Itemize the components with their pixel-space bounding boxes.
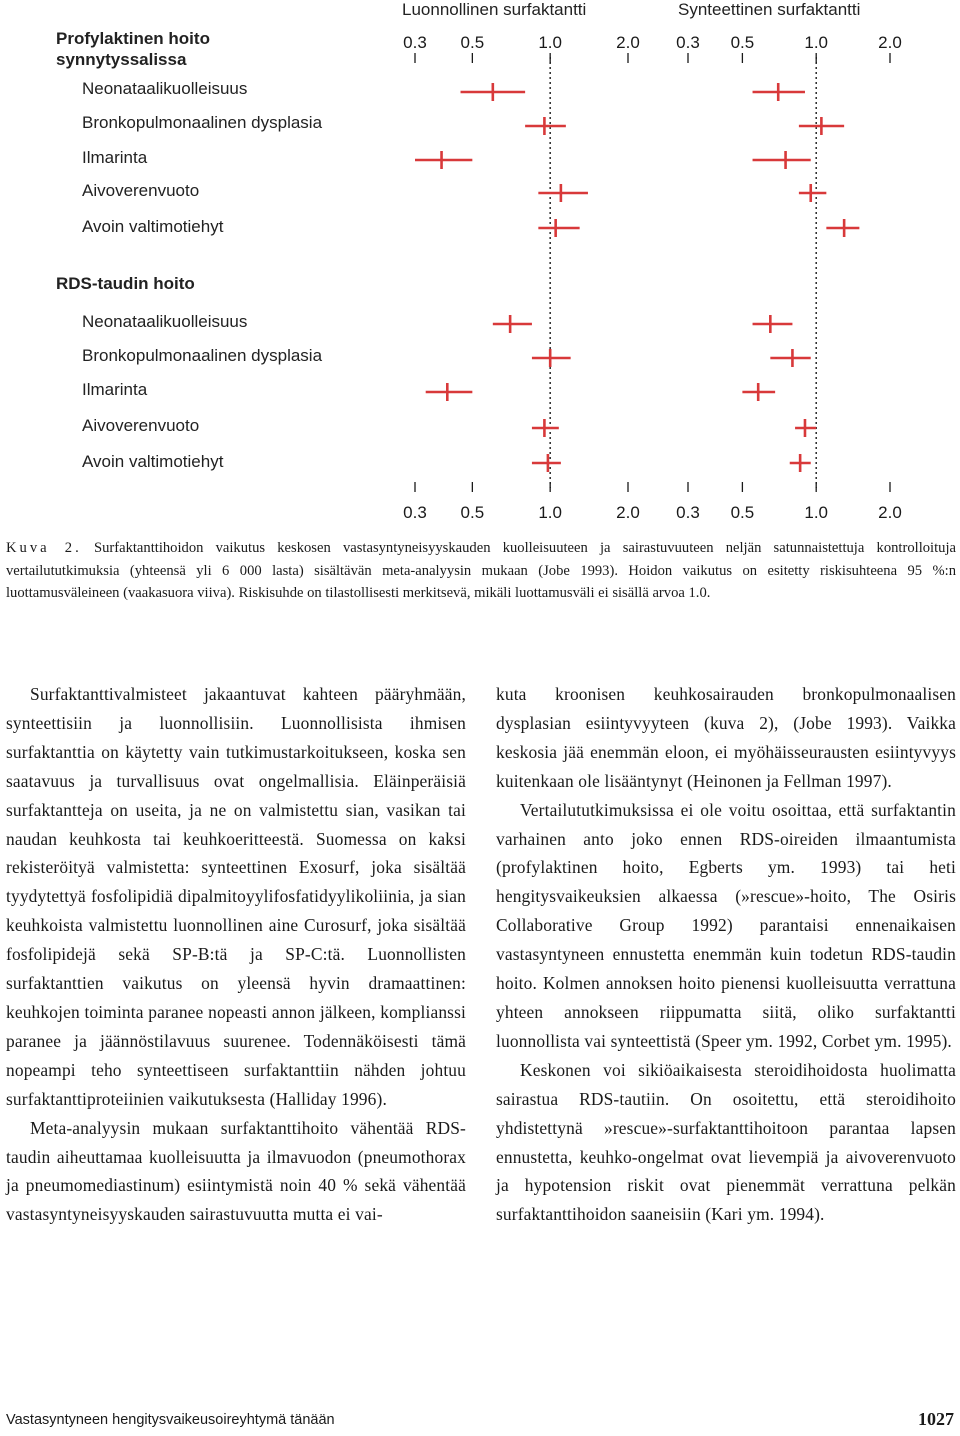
tick-label-bottom-synthetic: 0.3	[676, 503, 700, 522]
tick-label-bottom-natural: 0.5	[460, 503, 485, 522]
caption-label: Kuva 2.	[6, 540, 82, 556]
row-label-s2-mortality: Neonataalikuolleisuus	[82, 312, 248, 331]
page-number: 1027	[918, 1409, 954, 1429]
body-paragraph: Vertailututkimuksissa ei ole voitu osoittaa, että surfaktantin varhainen anto joko ennen RDS-oireiden ilmaantumista (profylaktinen hoito, Egberts ym. 1993) tai heti hengitysvaikeuksien alkaessa (»rescue»-hoito, The Osiris Collaborative Group 1992) parantaisi ennenaikaisen vastasyntyneen ennustetta enemmän kuin todetun RDS-taudin hoito. Kolmen annoksen hoito pienensi kuolleisuutta verrattuna yhteen annokseen riippumatta siitä, oliko surfaktantti luonnollista vai synteettistä (Speer ym. 1992, Corbet ym. 1995).	[496, 799, 956, 1051]
row-label-s2-pda: Avoin valtimotiehyt	[82, 452, 224, 471]
row-label-s1-pneumothorax: Ilmarinta	[82, 148, 148, 167]
tick-label-bottom-synthetic: 1.0	[804, 503, 829, 522]
tick-label-bottom-natural: 1.0	[538, 503, 562, 522]
tick-label-bottom-synthetic: 0.5	[730, 503, 755, 522]
body-paragraph: Meta-analyysin mukaan surfaktanttihoito vähentää RDS-taudin aiheuttamaa kuolleisuutta ja ilmavuodon (pneumothorax ja pneumomediastinum) esiintymistä noin 40 % sekä vähentää vastasyntyneisyyskauden sairastuvuutta mutta ei vai-	[6, 1117, 466, 1225]
tick-label-top-synthetic: 0.3	[676, 33, 700, 52]
forest-plot	[0, 0, 960, 530]
tick-label-top-natural: 2.0	[616, 33, 640, 52]
tick-label-top-natural: 1.0	[538, 33, 562, 52]
tick-label-bottom-natural: 2.0	[616, 503, 640, 522]
column-title-synthetic: Synteettinen surfaktantti	[678, 0, 861, 19]
figure-caption	[6, 537, 956, 605]
tick-label-top-natural: 0.5	[460, 33, 485, 52]
tick-label-bottom-natural: 0.3	[403, 503, 427, 522]
row-label-s2-ivh: Aivoverenvuoto	[82, 416, 200, 435]
row-label-s1-ivh: Aivoverenvuoto	[82, 181, 200, 200]
row-label-s1-pda: Avoin valtimotiehyt	[82, 217, 224, 236]
tick-label-top-natural: 0.3	[403, 33, 427, 52]
row-label-s2-pneumothorax: Ilmarinta	[82, 380, 148, 399]
body-column-right	[496, 680, 956, 1229]
body-column-left	[6, 680, 466, 1229]
body-paragraph: kuta kroonisen keuhkosairauden bronkopulmonaalisen dysplasian esiintyvyyteen (kuva 2), (Jobe 1993). Vaikka keskosia jää enemmän eloon, ei myöhäisseurausten esiintyvyys kuitenkaan ole lisääntynyt (Heinonen ja Fellman 1997).	[496, 684, 956, 791]
running-footer-title: Vastasyntyneen hengitysvaikeusoireyhtymä tänään	[6, 1412, 335, 1428]
tick-label-top-synthetic: 1.0	[804, 33, 829, 52]
tick-label-top-synthetic: 0.5	[730, 33, 755, 52]
section-title-prophylactic: Profylaktinen hoito synnytyssalissa	[56, 29, 210, 69]
tick-label-top-synthetic: 2.0	[878, 33, 902, 52]
body-paragraph: Surfaktanttivalmisteet jakaantuvat kahteen pääryhmään, synteettisiin ja luonnollisiin. Luonnollisista ihmisen surfaktanttia on käytetty vain tutkimustarkoitukseen, koska sen saatavuus ja turvallisuus ovat ongelmallisia. Eläinperäisiä surfaktantteja on useita, ja ne on valmistettu sian, vasikan tai naudan keuhkosta tai keuhkoeritteestä. Suomessa on kaksi rekisteröityä valmistetta: synteettinen Exosurf, joka sisältää tyydytettyä fosfolipidiä dipalmitoyylifosfatidyylikoliinia, ja sian keuhkoista valmistettu luonnollinen aine Curosurf, joka sisältää fosfolipidejä sekä SP-B:tä ja SP-C:tä. Luonnollisten surfaktanttien vaikutus on yleensä hyvin dramaattinen: keuhkojen toiminta paranee nopeasti annon jälkeen, komplianssi paranee ja jäännöstilavuus suurenee. Todennäköisesti tämä nopeampi teho synteettiseen surfaktanttiin nähden johtuu surfaktanttiproteiinien vaikutuksesta (Halliday 1996).	[6, 684, 466, 1109]
row-label-s2-bpd: Bronkopulmonaalinen dysplasia	[82, 346, 323, 365]
column-title-natural: Luonnollinen surfaktantti	[402, 0, 587, 19]
row-label-s1-mortality: Neonataalikuolleisuus	[82, 79, 248, 98]
row-label-s1-bpd: Bronkopulmonaalinen dysplasia	[82, 113, 323, 132]
body-paragraph: Keskonen voi sikiöaikaisesta steroidihoidosta huolimatta sairastua RDS-tautiin. On osoitettu, että steroidihoito yhdistettynä »rescue»-surfaktanttihoitoon parantaa lapsen ennustetta, keuhko-ongelmat ovat lievempiä ja aivoverenvuoto ja hypotension riskit ovat pienemmät verrattuna pelkän surfaktanttihoidon saaneisiin (Kari ym. 1994).	[496, 1059, 956, 1225]
caption-text: Surfaktanttihoidon vaikutus keskosen vastasyntyneisyyskauden kuolleisuuteen ja sairastuvuuteen neljän satunnaistettuja kontrolloituja vertailututkimuksia (yhteensä yli 6 000 lasta) sisältävän meta-analyysin mukaan (Jobe 1993). Hoidon vaikutus on esitetty riskisuhteena 95 %:n luottamusväleineen (vaakasuora viiva). Riskisuhde on tilastollisesti merkitsevä, mikäli luottamusväli ei sisällä arvoa 1.0.	[6, 540, 956, 601]
section-title-rds-treatment: RDS-taudin hoito	[56, 274, 195, 293]
tick-label-bottom-synthetic: 2.0	[878, 503, 902, 522]
